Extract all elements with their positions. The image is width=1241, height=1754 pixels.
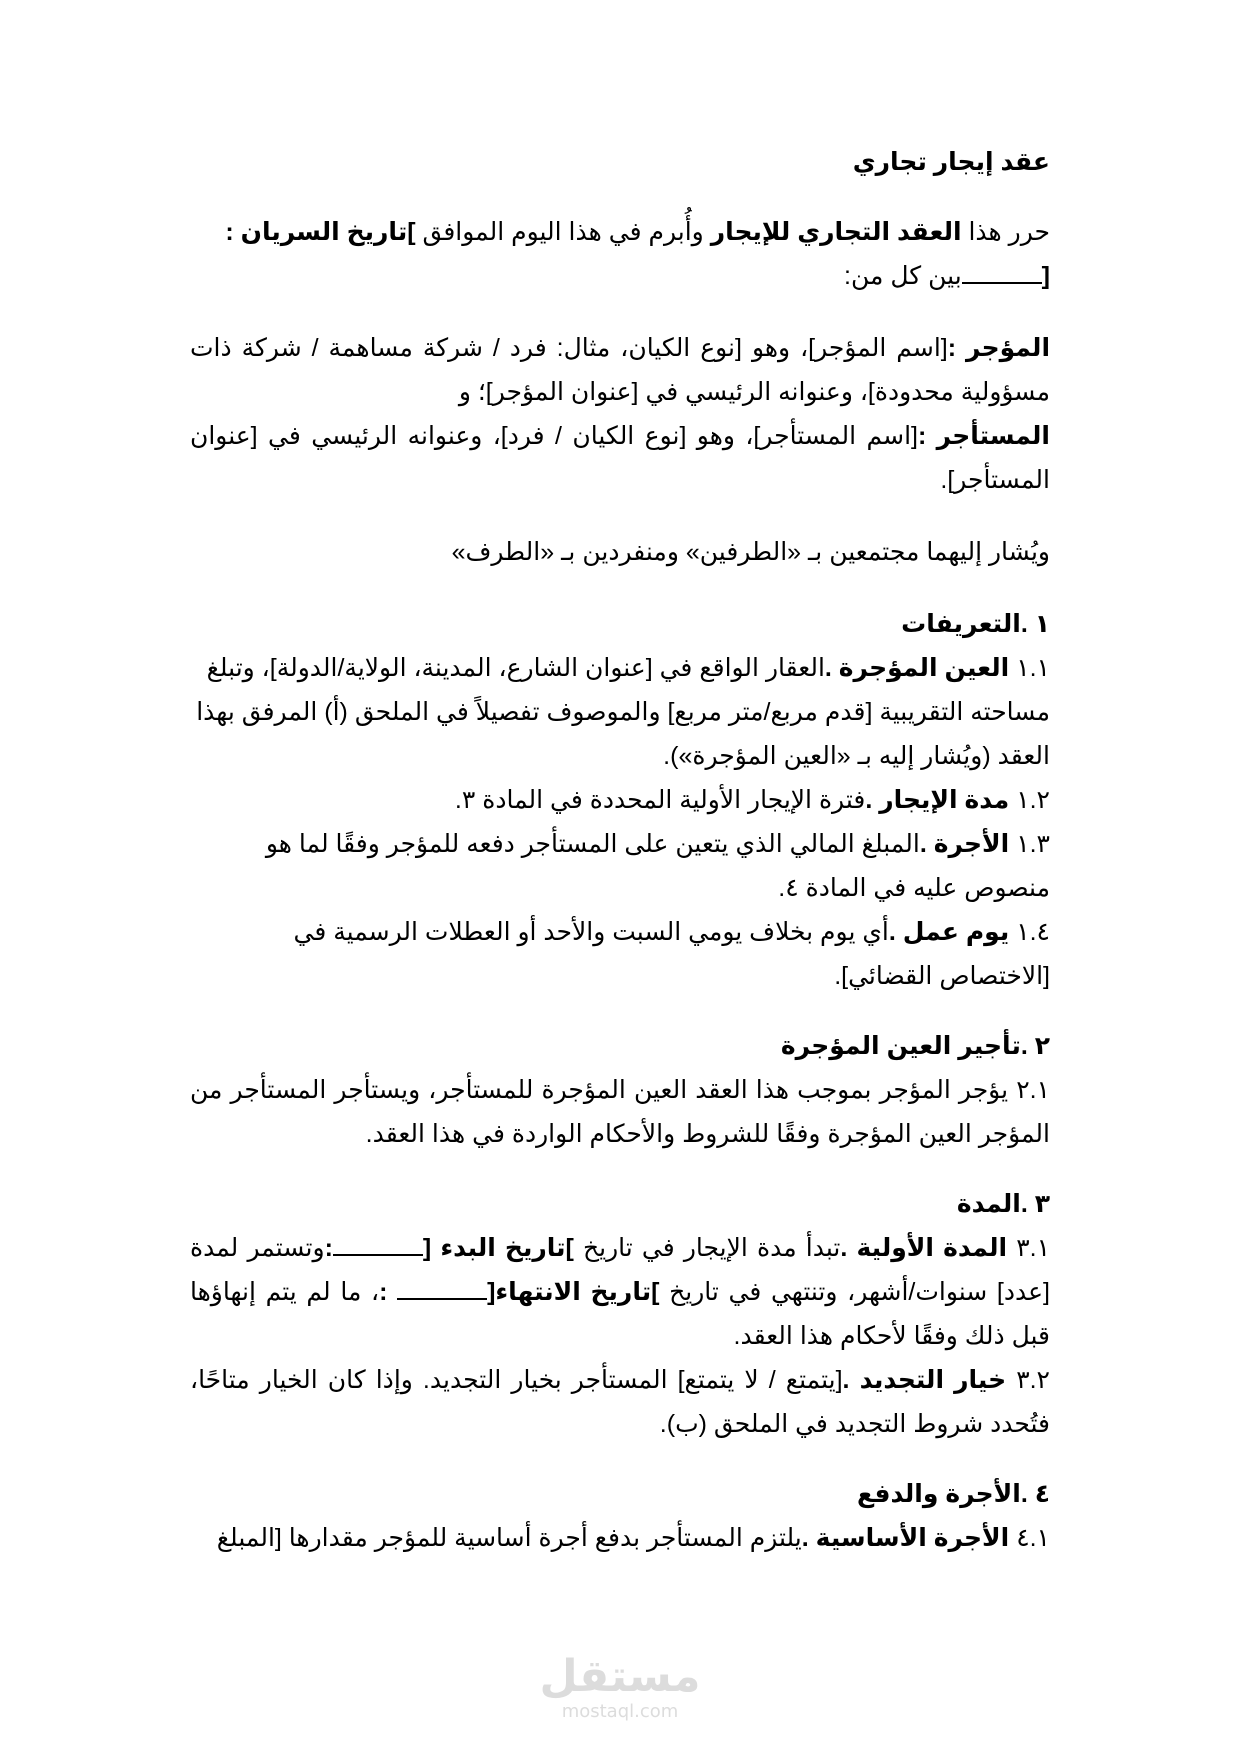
clause-1-4 [190, 910, 1050, 998]
clause-4-1-term: الأجرة الأساسية . [801, 1524, 1010, 1552]
clause-1-1 [190, 646, 1050, 778]
contract-document [190, 140, 1050, 1586]
watermark-latin: mostaql.com [561, 1701, 679, 1722]
clause-1-2-term: مدة الإيجار . [865, 786, 1010, 814]
section-rent [190, 1472, 1050, 1560]
clause-1-2-number: ١.٢ [1009, 786, 1050, 814]
parties-block [190, 326, 1050, 502]
clause-3-2-text: [يتمتع / لا يتمتع] المستأجر بخيار التجديد. وإذا كان الخيار متاحًا، فتُحدد شروط التجديد في الملحق (ب). [190, 1366, 1050, 1438]
end-date-colon: : [379, 1278, 398, 1306]
clause-1-4-number: ١.٤ [1009, 918, 1050, 946]
section-1-heading: ١ .التعريفات [901, 610, 1050, 638]
lessor-text: [اسم المؤجر]، وهو [نوع الكيان، مثال: فرد / شركة مساهمة / شركة ذات مسؤولية محدودة]، وعنوانه الرئيسي في [عنوان المؤجر]؛ و [190, 334, 1050, 406]
clause-3-2 [190, 1358, 1050, 1446]
section-4-heading: ٤ .الأجرة والدفع [857, 1480, 1050, 1508]
lessor-clause [190, 326, 1050, 414]
clause-3-2-term: خيار التجديد . [842, 1366, 1007, 1394]
clause-3-1-number: ٣.١ [1007, 1234, 1051, 1262]
end-date-blank [397, 1276, 487, 1300]
watermark-arabic: مستقل [539, 1651, 701, 1702]
intro-text-2: وأُبرم في هذا اليوم الموافق [415, 218, 711, 246]
start-date-blank [333, 1232, 423, 1256]
clause-3-1 [190, 1226, 1050, 1358]
clause-2-1: ٢.١ يؤجر المؤجر بموجب هذا العقد العين المؤجرة للمستأجر، ويستأجر المستأجر من المؤجر العين المؤجرة وفقًا للشروط والأحكام الواردة في هذا العقد. [190, 1076, 1050, 1148]
section-lease [190, 1024, 1050, 1156]
clause-1-3-term: الأجرة . [919, 830, 1010, 858]
intro-between: بين كل من: [844, 262, 962, 290]
effective-date-blank [962, 260, 1042, 284]
section-definitions [190, 602, 1050, 998]
clause-4-1-text: يلتزم المستأجر بدفع أجرة أساسية للمؤجر مقدارها [المبلغ [216, 1524, 802, 1552]
intro-text-1: حرر هذا [961, 218, 1050, 246]
clause-3-1-text-1: تبدأ مدة الإيجار في تاريخ [573, 1234, 841, 1262]
clause-1-1-term: العين المؤجرة . [824, 654, 1010, 682]
clause-1-4-term: يوم عمل . [888, 918, 1010, 946]
intro-effective-date-label: ]تاريخ السريان : [225, 218, 416, 246]
document-title: عقد إيجار تجاري [852, 148, 1050, 176]
clause-3-1-text-2: وتستمر لمدة [عدد] سنوات/أشهر، وتنتهي في تاريخ [190, 1234, 1050, 1306]
lessee-clause [190, 414, 1050, 502]
clause-3-1-text-3: ، ما لم يتم إنهاؤها قبل ذلك وفقًا لأحكام هذا العقد. [190, 1278, 1050, 1350]
section-2-heading: ٢ .تأجير العين المؤجرة [780, 1032, 1050, 1060]
lessee-label: المستأجر : [917, 422, 1051, 450]
start-date-colon: : [324, 1234, 333, 1262]
clause-1-3-text: المبلغ المالي الذي يتعين على المستأجر دفعه للمؤجر وفقًا لما هو منصوص عليه في المادة ٤. [265, 830, 1050, 902]
clause-1-2 [190, 778, 1050, 822]
clause-3-1-term: المدة الأولية . [840, 1234, 1008, 1262]
clause-1-3 [190, 822, 1050, 910]
clause-1-1-number: ١.١ [1009, 654, 1050, 682]
end-date-label: ]تاريخ الانتهاء[ [487, 1278, 660, 1306]
intro-contract-name: العقد التجاري للإيجار [710, 218, 962, 246]
lessee-text: [اسم المستأجر]، وهو [نوع الكيان / فرد]، وعنوانه الرئيسي في [عنوان المستأجر]. [190, 422, 1050, 494]
section-3-heading: ٣ .المدة [956, 1190, 1050, 1218]
section-term [190, 1182, 1050, 1446]
clause-1-2-text: فترة الإيجار الأولية المحددة في المادة ٣. [454, 786, 866, 814]
clause-3-2-number: ٣.٢ [1006, 1366, 1050, 1394]
clause-1-4-text: أي يوم بخلاف يومي السبت والأحد أو العطلات الرسمية في [الاختصاص القضائي]. [293, 918, 1050, 990]
clause-1-3-number: ١.٣ [1009, 830, 1050, 858]
clause-4-1-number: ٤.١ [1009, 1524, 1050, 1552]
clause-4-1 [190, 1516, 1050, 1560]
start-date-label: ]تاريخ البدء [ [422, 1234, 574, 1262]
parties-reference: ويُشار إليهما مجتمعين بـ «الطرفين» ومنفردين بـ «الطرف» [451, 538, 1050, 566]
mostaql-watermark [520, 1652, 720, 1722]
intro-bracket: [ [1041, 262, 1050, 290]
lessor-label: المؤجر : [947, 334, 1051, 362]
clause-1-1-text: العقار الواقع في [عنوان الشارع، المدينة، الولاية/الدولة]، وتبلغ مساحته التقريبية [قدم مربع/متر مربع] والموصوف تفصيلاً في الملحق (أ) المرفق بهذا العقد (ويُشار إليه بـ «العين المؤجرة»). [196, 654, 1050, 770]
intro-paragraph [190, 210, 1050, 298]
